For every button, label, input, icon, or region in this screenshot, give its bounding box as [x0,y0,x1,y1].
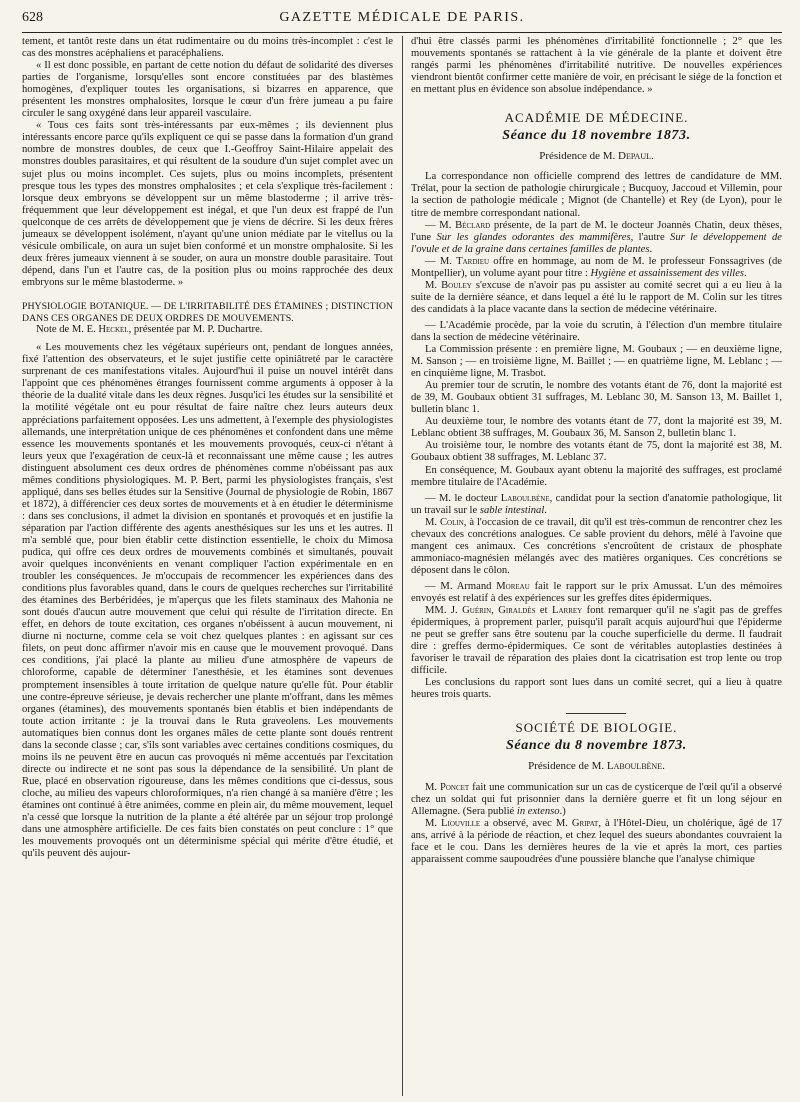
paragraph: « Les mouvements chez les végétaux supérieurs ont, pendant de longues années, fixé l'attention des observateurs, et le sujet justifie cette opiniâtreté par le caractère surprenant de ces manifestations vitales. Aujourd'hui il puise un nouvel intérêt dans l'appoint que ces phénomènes étranges fournissent comme arguments à opposer à la théorie de la dualité vitale dans les deux règnes. Jusqu'ici les études sur la sensibilité et la motilité végétale ont eu pour résultat de faire naître chez leurs auteurs deux appréciations parfaitement opposées. Les uns admettent, à l'exemple des physiologistes allemands, une interprétation unique de ces phénomènes et confondent dans une même essence les mouvements spontanés et les mouvements provoqués, ceux-ci n'étant à leurs yeux que l'exagération de ceux-là et reconnaissant une même cause ; les autres distinguent absolument ces deux ordres de phénomènes comme n'obéissant pas aux mêmes conditions physiologiques. M. P. Bert, parmi les physiologistes français, s'est appliqué, dans ses belles études sur la Sensitive (Journal de physiologie de Robin, 1867 et 1872), à différencier ces deux sortes de mouvements et à en étudier le déterminisme : dans ses conclusions, il admet la division en spontanés et provoqués et en justifie la séparation par l'action différente des agents anesthésiques sur les uns et les autres. Il m'a semblé que, pour bien établir cette distinction essentielle, le choix du Mimosa pudica, qui offre ces deux ordres de mouvements combinés et simultanés, pouvait avoir quelques inconvénients en venant compliquer l'action expérimentale en en troubler les conséquences. Je m'occupais de recommencer les expériences dans des conditions plus favorables quand, dans le cours de quelques recherches sur l'irritabilité des étamines des Berbéridées, je m'aperçus que les filets staminaux des Mahonia ne sont doués d'aucun autre mouvement que celui qui résulte de l'irritation directe. En effet, en dehors de toute excitation, ces organes n'obéissent à aucun mouvement, ni diurne ni nocturne, comme cela se voit chez quelques plantes : en agissant sur ces filets, on peut donc affirmer n'avoir mis en cause que le mouvement provoqué. Dans ces conditions, j'ai placé la plante au milieu d'une atmosphère de vapeurs de chloroforme, capable de déterminer l'anesthésie, et les étamines sont devenues promptement insensibles à toute irritation de quelque nature qu'elle fût. Pour établir une contre-épreuve sérieuse, je devais rechercher une plante m'offrant, dans les mêmes organes (étamines), des mouvements spontanés bien établis et bien indépendants de toute action irritante : je la trouvai dans le Ruta graveolens. Les mouvements automatiques bien connus dont les organes mâles de cette plante sont doués rentrent dans la seconde classe ; car, s'ils sont variables avec certaines conditions cosmiques, du moins ils ne peuvent être en aucun cas provoqués ni même accentués par l'excitation directe ou indirecte et ne sont pas sous la dépendance de la sensibilité. Un plant de Rue, placé en observation rigoureuse, dans les mêmes conditions que ci-dessus, sous cloche, au milieu des vapeurs chloroformiques, n'a rien changé à sa manière d'être ; les étamines ont continué à être animées, comme en plein air, du même mouvement, lequel n'a cessé que lorsque la nutrition de la plante a été altérée par un séjour trop prolongé dans une atmosphère artificielle. De ces faits bien constatés on peut conclure : 1° que les mouvements provoqués ont un déterminisme spécial qui mérite d'être étudié, et qu'ils peuvent dès aujour- [22,342,393,860]
paragraph: M. Liouville a observé, avec M. Gripat, à l'Hôtel-Dieu, un cholérique, âgé de 17 ans, arrivé à la période de réaction, et chez lequel des sueurs abondantes couvraient la face et le cou. Dans les dernières heures de la vie et après la mort, ces parties apparaissent comme saupoudrées d'une poussière blanche que l'analyse chimique [410,817,782,865]
paragraph: Au troisième tour, le nombre des votants étant de 75, dont la majorité est 38, M. Goubaux obtient 38 suffrages, M. Leblanc 37. [410,440,782,464]
paragraph: MM. J. Guérin, Giraldès et Larrey font remarquer qu'il ne s'agit pas de greffes épidermiques, à proprement parler, puisqu'il paraît acquis aujourd'hui que l'épiderme ne peut se greffer sans être soutenu par la couche superficielle du derme. Il faudrait dire : greffes dermo-épidermiques. Ce sont de véritables autoplasties destinées à favoriser le travail de réparation des plaies dont la cicatrisation est trop lente ou trop difficile. [410,605,782,677]
paragraph: — M. Armand Moreau fait le rapport sur le prix Amussat. L'un des mémoires envoyés est relatif à des expériences sur les greffes dites épidermiques. [410,580,782,604]
academy-session-date: Séance du 18 novembre 1873. [502,128,691,144]
section-heading: PHYSIOLOGIE BOTANIQUE. — DE L'IRRITABILITÉ DES ÉTAMINES ; DISTINCTION DANS CES ORGANES DE DEUX ORDRES DE MOUVEMENTS. [22,300,393,324]
author-name: Heckel [98,324,129,336]
paragraph: La Commission présente : en première ligne, M. Goubaux ; — en deuxième ligne, M. Sanson ; — en troisième ligne, M. Baillet ; — en quatrième ligne, M. Leblanc ; — en cinquième ligne, M. Trasbot. [410,344,782,380]
society-title: SOCIÉTÉ DE BIOLOGIE. [515,720,678,736]
paragraph: M. Colin, à l'occasion de ce travail, dit qu'il est très-commun de rencontrer chez les chevaux des concrétions analogues. Ce sable provient du dehors, mêlé à l'avoine que mangent ces animaux. Ces concrétions s'encroûtent de cristaux de phosphate ammoniaco-magnésien mélangés avec des matières organiques. Ces concrétions se déposent dans le côlon. [410,516,782,576]
paragraph: Au premier tour de scrutin, le nombre des votants étant de 76, dont la majorité est de 39, M. Goubaux obtient 31 suffrages, M. Leblanc 30, M. Sanson 13, M. Baillet 1, bulletin blanc 1. [410,380,782,416]
paragraph: Les conclusions du rapport sont lues dans un comité secret, qui a lieu à quatre heures trois quarts. [410,677,782,701]
page-header [22,10,782,33]
academy-presidency: Présidence de M. Depaul. [539,150,654,163]
society-presidency: Présidence de M. Laboulbène. [528,760,665,773]
section-divider [566,713,626,714]
paragraph: « Tous ces faits sont très-intéressants par eux-mêmes ; ils deviennent plus intéressants encore parce qu'ils expliquent ce qui se passe dans la formation d'un grand nombre de monstres doubles, de ceux que I.-Geoffroy Saint-Hilaire appelait des monstres doubles parasitaires, et qui résultent de la soudure d'un sujet complet avec un sujet plus ou moins incomplet. Ces sujets, plus ou moins incomplets, présentent presque tous les types des monstres omphalosites ; et cela s'explique très-facilement : lorsque deux embryons se développent sur un même blastoderme ; il arrive très-fréquemment que leur développement est inégal, et que l'un deux est frappé de l'un quelconque de ces arrêts de développement que je viens de décrire. Si les deux frères jumeaux se développent isolément, n'ayant qu'une union médiate par le vitellus ou la vésicule ombilicale, on aura un sujet bien conformé et un monstre omphalosite. Si les deux frères jumeaux viennent à se souder, on aura un monstre double parasitaire. Tout dépend, dans l'un et l'autre cas, de la position plus ou moins rapprochée des deux embryons sur le même blastoderme. » [22,120,393,288]
journal-title: GAZETTE MÉDICALE DE PARIS. [279,10,525,25]
paragraph: tement, et tantôt reste dans un état rudimentaire ou du moins très-incomplet : c'est le cas des monstres acéphaliens et paracéphaliens. [22,36,393,60]
paragraph: « Il est donc possible, en partant de cette notion du défaut de solidarité des diverses parties de l'organisme, lorsqu'elles sont encore constituées par des blastèmes homogènes, d'expliquer toutes les organisations, si bizarres en apparence, que présentent les monstres omphalosites, lorsque le cœur d'un frère jumeau a pu faire circuler le sang oxygéné dans leur appareil vasculaire. [22,60,393,120]
academy-title: ACADÉMIE DE MÉDECINE. [504,110,689,126]
paragraph: La correspondance non officielle comprend des lettres de candidature de MM. Trélat, pour la section de pathologie chirurgicale ; Bucquoy, Jaccoud et Villemin, pour la section de pathologie médicale ; Mignot (de Chantelle) et Rey (de Lyon), pour le titre de membre correspondant national. [410,171,782,219]
column-rule [402,36,403,1096]
paragraph: — M. Béclard présente, de la part de M. le docteur Joannès Chatin, deux thèses, l'une Sur les glandes odorantes des mammifères, l'autre Sur le développement de l'ovule et de la graine dans certaines familles de plantes. [410,219,782,255]
paragraph: d'hui être classés parmi les phénomènes d'irritabilité fonctionnelle ; 2° que les mouvements spontanés se rattachent à la vie générale de la plante et doivent être rangés parmi les phénomènes d'irritabilité nutritive. De nouvelles expériences viendront bientôt confirmer cette manière de voir, en précisant le siége de la fonction et en mettant plus en évidence son absolue indépendance. » [410,36,782,96]
paragraph: — M. le docteur Laboulbène, candidat pour la section d'anatomie pathologique, lit un travail sur le sable intestinal. [410,492,782,516]
section-note: Note de M. E. Heckel, présentée par M. P. Duchartre. [36,324,263,336]
paragraph: M. Poncet fait une communication sur un cas de cysticerque de l'œil qu'il a observé chez un soldat qui fut prisonnier dans la dernière guerre et fit un long séjour en Allemagne. (Sera publié in extenso.) [410,781,782,817]
society-session-date: Séance du 8 novembre 1873. [506,738,687,754]
paragraph: M. Bouley s'excuse de n'avoir pas pu assister au comité secret qui a eu lieu à la suite de la dernière séance, et dans lequel a été lu le rapport de M. Colin sur les titres des candidats à la place vacante dans la section de médecine vétérinaire. [410,279,782,315]
paragraph: — M. Tardieu offre en hommage, au nom de M. le professeur Fonssagrives (de Montpellier), un volume ayant pour titre : Hygiène et assainissement des villes. [410,255,782,279]
paragraph: — L'Académie procède, par la voie du scrutin, à l'élection d'un membre titulaire dans la section de médecine vétérinaire. [410,319,782,343]
paragraph: Au deuxième tour, le nombre des votants étant de 77, dont la majorité est 39, M. Leblanc obtient 38 suffrages, M. Goubaux 36, M. Sanson 2, bulletin blanc 1. [410,416,782,440]
left-column [22,36,393,1096]
right-column [411,36,782,1096]
page-number: 628 [22,10,43,25]
columns [22,36,782,1096]
paragraph: En conséquence, M. Goubaux ayant obtenu la majorité des suffrages, est proclamé membre titulaire de l'Académie. [410,464,782,488]
